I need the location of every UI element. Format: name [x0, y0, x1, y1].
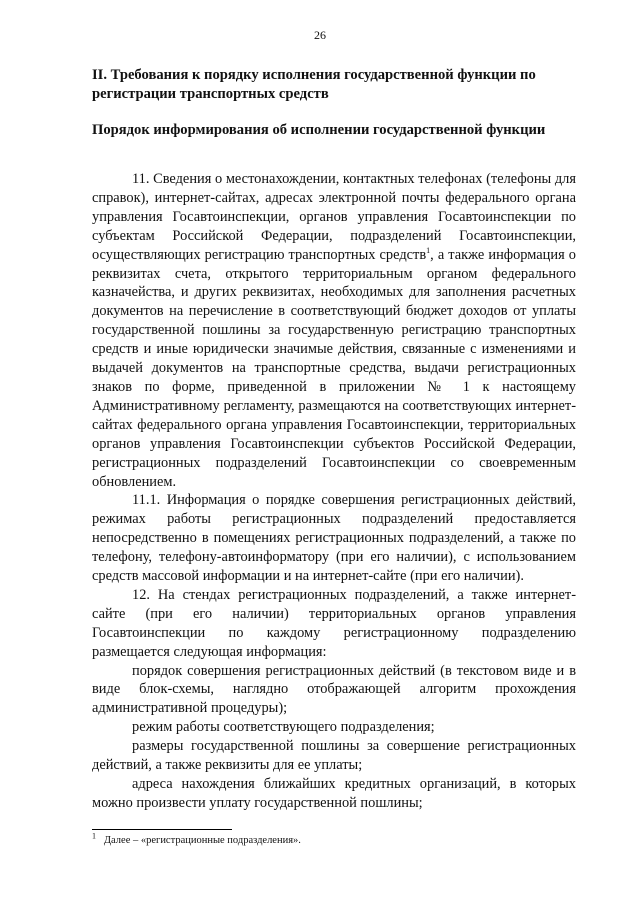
footnote-mark: 1	[92, 831, 96, 841]
list-item: размеры государственной пошлины за совершение регистрационных действий, а также реквизиты для ее уплаты;	[92, 738, 576, 774]
list-item: порядок совершения регистрационных действий (в текстовом виде и в виде блок-схемы, наглядно отображающей алгоритм прохождения административной процедуры);	[92, 662, 576, 717]
subsection-title: Порядок информирования об исполнении государственной функции	[92, 122, 546, 138]
footnote	[92, 831, 576, 848]
list-item: адреса нахождения ближайших кредитных организаций, в которых можно произвести уплату государственной пошлины;	[92, 776, 576, 811]
footnote-text: Далее – «регистрационные подразделения».	[103, 835, 301, 846]
paragraph-11-1: 11.1. Информация о порядке совершения регистрационных действий, режимах работы регистрационных подразделений предоставляется непосредственно в помещениях регистрационных подразделений, а также по телефону, телефону-автоинформатору (при его наличии), с использованием средств массовой информации и на интернет-сайте (при его наличии).	[92, 492, 576, 585]
paragraph-11-continuation: , а также информация о реквизитах счета, открытого территориальным органом федерального казначейства, и других реквизитах, необходимых для заполнения расчетных документов на перечисление в соответствующий бюджет доходов от уплаты государственной пошлины за государственную регистрацию транспортных средств и иные юридически значимые действия, связанные с изменениями и выдачей документов на транспортные средства, выдачи регистрационных знаков по форме, приведенной в приложении № 1 к настоящему Административному регламенту, размещаются на соответствующих интернет-сайтах федерального органа управления Госавтоинспекции, территориальных органов управления Госавтоинспекции субъектов Российской Федерации, регистрационных подразделений Госавтоинспекции со своевременным обновлением.	[92, 246, 576, 490]
section-title: II. Требования к порядку исполнения государственной функции по регистрации транспортных средств	[92, 67, 536, 102]
page-number: 26	[314, 28, 326, 42]
paragraph-11	[92, 170, 576, 491]
paragraph-12: 12. На стендах регистрационных подразделений, а также интернет-сайте (при его наличии) территориальных органов управления Госавтоинспекции по каждому регистрационному подразделению размещается следующая информация:	[92, 586, 576, 660]
footnote-ref: 1	[426, 245, 431, 255]
footnote-divider	[92, 829, 232, 830]
list-item: режим работы соответствующего подразделения;	[132, 719, 435, 736]
paragraph-11-text: 11. Сведения о местонахождении, контактных телефонах (телефоны для справок), интернет-сайтах, адресах электронной почты федерального органа управления Госавтоинспекции, органов управления Госавтоинспекции по субъектам Российской Федерации, подразделений Госавтоинспекции, осуществляющих регистрацию транспортных средств	[92, 171, 576, 263]
body-text	[92, 170, 576, 813]
